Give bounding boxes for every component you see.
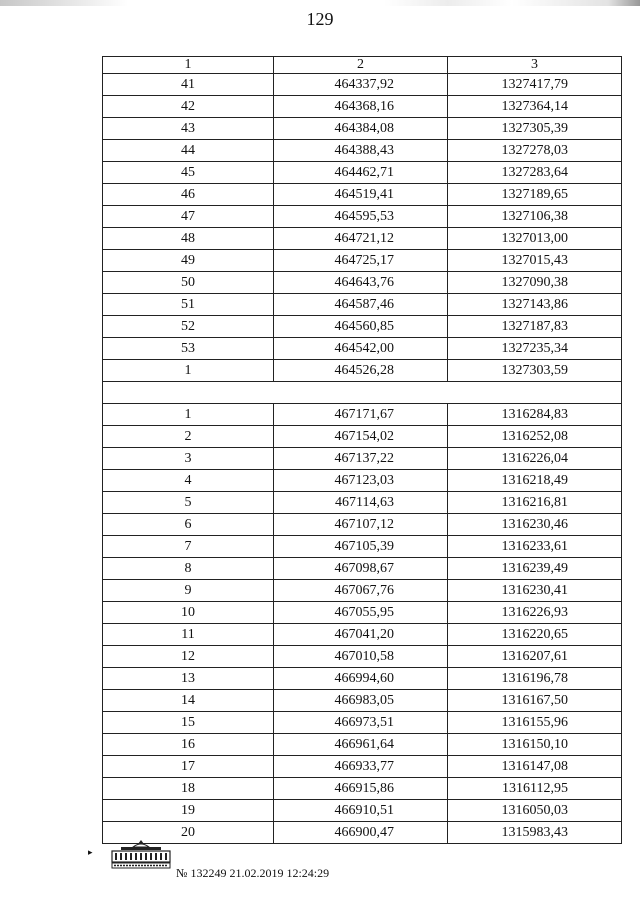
y-coordinate-cell: 1327303,59 [448, 360, 622, 382]
x-coordinate-cell: 466983,05 [274, 690, 448, 712]
y-coordinate-cell: 1327143,86 [448, 294, 622, 316]
y-coordinate-cell: 1316155,96 [448, 712, 622, 734]
y-coordinate-cell: 1316239,49 [448, 558, 622, 580]
table-row [103, 74, 622, 96]
point-number-cell: 42 [103, 96, 274, 118]
x-coordinate-cell: 467055,95 [274, 602, 448, 624]
table-row [103, 580, 622, 602]
x-coordinate-cell: 464519,41 [274, 184, 448, 206]
table-row [103, 712, 622, 734]
x-coordinate-cell: 466961,64 [274, 734, 448, 756]
table-row [103, 184, 622, 206]
point-number-cell: 46 [103, 184, 274, 206]
table-row [103, 558, 622, 580]
x-coordinate-cell: 467098,67 [274, 558, 448, 580]
y-coordinate-cell: 1316252,08 [448, 426, 622, 448]
x-coordinate-cell: 466910,51 [274, 800, 448, 822]
table-row [103, 294, 622, 316]
y-coordinate-cell: 1327015,43 [448, 250, 622, 272]
y-coordinate-cell: 1327235,34 [448, 338, 622, 360]
section-separator-row [103, 382, 622, 404]
coordinates-table [102, 56, 622, 844]
table-row [103, 536, 622, 558]
y-coordinate-cell: 1327364,14 [448, 96, 622, 118]
point-number-cell: 41 [103, 74, 274, 96]
table-row [103, 514, 622, 536]
x-coordinate-cell: 467171,67 [274, 404, 448, 426]
y-coordinate-cell: 1316207,61 [448, 646, 622, 668]
table-row [103, 624, 622, 646]
point-number-cell: 7 [103, 536, 274, 558]
y-coordinate-cell: 1327417,79 [448, 74, 622, 96]
y-coordinate-cell: 1316284,83 [448, 404, 622, 426]
y-coordinate-cell: 1327187,83 [448, 316, 622, 338]
point-number-cell: 20 [103, 822, 274, 844]
table-row [103, 448, 622, 470]
point-number-cell: 10 [103, 602, 274, 624]
x-coordinate-cell: 464725,17 [274, 250, 448, 272]
y-coordinate-cell: 1316147,08 [448, 756, 622, 778]
table-row [103, 690, 622, 712]
point-number-cell: 5 [103, 492, 274, 514]
table-row [103, 206, 622, 228]
column-header-x: 2 [274, 57, 448, 74]
x-coordinate-cell: 464643,76 [274, 272, 448, 294]
y-coordinate-cell: 1316230,41 [448, 580, 622, 602]
y-coordinate-cell: 1316233,61 [448, 536, 622, 558]
x-coordinate-cell: 467041,20 [274, 624, 448, 646]
x-coordinate-cell: 464384,08 [274, 118, 448, 140]
x-coordinate-cell: 466900,47 [274, 822, 448, 844]
table-row [103, 800, 622, 822]
point-number-cell: 16 [103, 734, 274, 756]
point-number-cell: 47 [103, 206, 274, 228]
y-coordinate-cell: 1327305,39 [448, 118, 622, 140]
y-coordinate-cell: 1316220,65 [448, 624, 622, 646]
y-coordinate-cell: 1327090,38 [448, 272, 622, 294]
table-row [103, 756, 622, 778]
x-coordinate-cell: 467067,76 [274, 580, 448, 602]
separator-cell [103, 382, 622, 404]
building-seal-icon [111, 838, 171, 870]
registration-stamp-text: № 132249 21.02.2019 12:24:29 [176, 866, 330, 880]
x-coordinate-cell: 466933,77 [274, 756, 448, 778]
point-number-cell: 12 [103, 646, 274, 668]
point-number-cell: 6 [103, 514, 274, 536]
scan-edge [0, 0, 640, 6]
point-number-cell: 18 [103, 778, 274, 800]
y-coordinate-cell: 1316218,49 [448, 470, 622, 492]
point-number-cell: 53 [103, 338, 274, 360]
page-number: 129 [306, 9, 334, 29]
x-coordinate-cell: 464388,43 [274, 140, 448, 162]
table-row [103, 162, 622, 184]
table-row [103, 316, 622, 338]
point-number-cell: 51 [103, 294, 274, 316]
point-number-cell: 49 [103, 250, 274, 272]
table-row [103, 118, 622, 140]
table-row [103, 602, 622, 624]
point-number-cell: 8 [103, 558, 274, 580]
y-coordinate-cell: 1327106,38 [448, 206, 622, 228]
column-header-point: 1 [103, 57, 274, 74]
point-number-cell: 19 [103, 800, 274, 822]
y-coordinate-cell: 1316050,03 [448, 800, 622, 822]
x-coordinate-cell: 466915,86 [274, 778, 448, 800]
x-coordinate-cell: 464721,12 [274, 228, 448, 250]
x-coordinate-cell: 467107,12 [274, 514, 448, 536]
table-row [103, 250, 622, 272]
point-number-cell: 9 [103, 580, 274, 602]
x-coordinate-cell: 464462,71 [274, 162, 448, 184]
table-row [103, 668, 622, 690]
point-number-cell: 1 [103, 404, 274, 426]
point-number-cell: 1 [103, 360, 274, 382]
x-coordinate-cell: 464526,28 [274, 360, 448, 382]
table-row [103, 140, 622, 162]
table-row [103, 404, 622, 426]
x-coordinate-cell: 467154,02 [274, 426, 448, 448]
point-number-cell: 17 [103, 756, 274, 778]
y-coordinate-cell: 1327189,65 [448, 184, 622, 206]
y-coordinate-cell: 1327013,00 [448, 228, 622, 250]
y-coordinate-cell: 1316230,46 [448, 514, 622, 536]
y-coordinate-cell: 1316167,50 [448, 690, 622, 712]
x-coordinate-cell: 464542,00 [274, 338, 448, 360]
point-number-cell: 3 [103, 448, 274, 470]
y-coordinate-cell: 1316196,78 [448, 668, 622, 690]
point-number-cell: 15 [103, 712, 274, 734]
point-number-cell: 13 [103, 668, 274, 690]
table-header-row [103, 57, 622, 74]
x-coordinate-cell: 464595,53 [274, 206, 448, 228]
table-row [103, 338, 622, 360]
point-number-cell: 52 [103, 316, 274, 338]
point-number-cell: 43 [103, 118, 274, 140]
point-number-cell: 45 [103, 162, 274, 184]
x-coordinate-cell: 467123,03 [274, 470, 448, 492]
x-coordinate-cell: 467137,22 [274, 448, 448, 470]
point-number-cell: 14 [103, 690, 274, 712]
point-number-cell: 44 [103, 140, 274, 162]
y-coordinate-cell: 1316112,95 [448, 778, 622, 800]
table-row [103, 96, 622, 118]
table-row [103, 822, 622, 844]
y-coordinate-cell: 1316226,93 [448, 602, 622, 624]
x-coordinate-cell: 464587,46 [274, 294, 448, 316]
y-coordinate-cell: 1316216,81 [448, 492, 622, 514]
y-coordinate-cell: 1316150,10 [448, 734, 622, 756]
point-number-cell: 48 [103, 228, 274, 250]
table-row [103, 272, 622, 294]
y-coordinate-cell: 1327283,64 [448, 162, 622, 184]
column-header-y: 3 [448, 57, 622, 74]
y-coordinate-cell: 1316226,04 [448, 448, 622, 470]
margin-mark: ▸ [88, 847, 93, 857]
x-coordinate-cell: 464560,85 [274, 316, 448, 338]
table-row [103, 470, 622, 492]
point-number-cell: 11 [103, 624, 274, 646]
table-row [103, 492, 622, 514]
y-coordinate-cell: 1327278,03 [448, 140, 622, 162]
table-row [103, 734, 622, 756]
x-coordinate-cell: 467105,39 [274, 536, 448, 558]
table-row [103, 426, 622, 448]
point-number-cell: 4 [103, 470, 274, 492]
table-row [103, 360, 622, 382]
x-coordinate-cell: 464368,16 [274, 96, 448, 118]
table-row [103, 228, 622, 250]
point-number-cell: 50 [103, 272, 274, 294]
x-coordinate-cell: 467010,58 [274, 646, 448, 668]
x-coordinate-cell: 467114,63 [274, 492, 448, 514]
point-number-cell: 2 [103, 426, 274, 448]
table-row [103, 646, 622, 668]
x-coordinate-cell: 464337,92 [274, 74, 448, 96]
table-row [103, 778, 622, 800]
x-coordinate-cell: 466994,60 [274, 668, 448, 690]
y-coordinate-cell: 1315983,43 [448, 822, 622, 844]
x-coordinate-cell: 466973,51 [274, 712, 448, 734]
